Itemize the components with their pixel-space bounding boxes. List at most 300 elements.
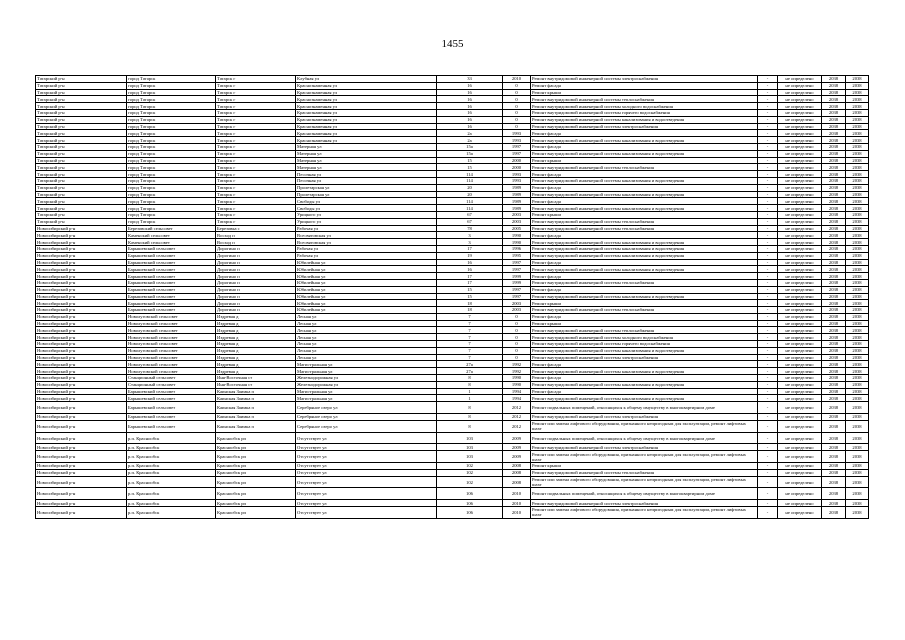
year-start-cell: 2038 xyxy=(822,444,846,451)
district-cell: Новосибирский р-н xyxy=(36,232,127,239)
table-row xyxy=(36,488,869,500)
work-type-cell: Ремонт внутридомовой инженерной системы канализования и водоотведения xyxy=(531,347,758,354)
cost-cell: не определено xyxy=(778,293,822,300)
table-row xyxy=(36,82,869,89)
build-year-cell: 2008 xyxy=(503,463,531,470)
year-end-cell: 2038 xyxy=(846,469,869,476)
table-row xyxy=(36,137,869,144)
district-cell: Новосибирский р-н xyxy=(36,334,127,341)
street-cell: Лесная ул xyxy=(296,313,437,320)
work-type-cell: Ремонт внутридомовой инженерной системы теплоснабжения xyxy=(531,164,758,171)
settlement-cell: Иня-Восточная ст xyxy=(216,381,296,388)
table-row xyxy=(36,327,869,334)
street-cell: Пролетарская ул xyxy=(296,191,437,198)
dash-cell: - xyxy=(758,177,778,184)
dash-cell: - xyxy=(758,354,778,361)
settlement-cell: Дорогино п xyxy=(216,266,296,273)
district-cell: Новосибирский р-н xyxy=(36,463,127,470)
municipality-cell: Новолуговской сельсовет xyxy=(127,361,216,368)
house-number-cell: 102 xyxy=(437,476,503,488)
cost-cell: не определено xyxy=(778,205,822,212)
street-cell: Лесная ул xyxy=(296,347,437,354)
district-cell: Татарский р-н xyxy=(36,116,127,123)
build-year-cell: 2000 xyxy=(503,157,531,164)
dash-cell: - xyxy=(758,500,778,507)
municipality-cell: город Татарск xyxy=(127,177,216,184)
house-number-cell: 2а xyxy=(437,137,503,144)
table-row xyxy=(36,279,869,286)
house-number-cell: 16 xyxy=(437,82,503,89)
work-type-cell: Ремонт крыши xyxy=(531,89,758,96)
build-year-cell: 2010 xyxy=(503,507,531,519)
street-cell: Лесная ул xyxy=(296,341,437,348)
work-type-cell: Ремонт фасада xyxy=(531,143,758,150)
year-end-cell: 2038 xyxy=(846,347,869,354)
work-type-cell: Ремонт фасада xyxy=(531,232,758,239)
district-cell: Новосибирский р-н xyxy=(36,507,127,519)
table-row xyxy=(36,103,869,110)
district-cell: Новосибирский р-н xyxy=(36,354,127,361)
house-number-cell: 15 xyxy=(437,286,503,293)
district-cell: Новосибирский р-н xyxy=(36,341,127,348)
year-end-cell: 2038 xyxy=(846,177,869,184)
municipality-cell: город Татарск xyxy=(127,103,216,110)
municipality-cell: Каменский сельсовет xyxy=(127,232,216,239)
settlement-cell: Краснообск рп xyxy=(216,488,296,500)
street-cell: Краснознаменная ул xyxy=(296,137,437,144)
year-end-cell: 2038 xyxy=(846,463,869,470)
build-year-cell: 1997 xyxy=(503,259,531,266)
house-number-cell: 27а xyxy=(437,361,503,368)
house-number-cell: 16 xyxy=(437,259,503,266)
year-end-cell: 2038 xyxy=(846,286,869,293)
street-cell: Серебряное озеро ул xyxy=(296,402,437,414)
dash-cell: - xyxy=(758,89,778,96)
municipality-cell: Барышевский сельсовет xyxy=(127,279,216,286)
house-number-cell: 8 xyxy=(437,402,503,414)
street-cell: Матерная ул xyxy=(296,157,437,164)
dash-cell: - xyxy=(758,320,778,327)
build-year-cell: 2003 xyxy=(503,218,531,225)
municipality-cell: город Татарск xyxy=(127,130,216,137)
year-end-cell: 2038 xyxy=(846,451,869,463)
settlement-cell: Краснообск рп xyxy=(216,432,296,444)
year-start-cell: 2038 xyxy=(822,225,846,232)
municipality-cell: р.п. Краснообск xyxy=(127,488,216,500)
municipality-cell: город Татарск xyxy=(127,191,216,198)
build-year-cell: 1992 xyxy=(503,368,531,375)
street-cell: Юбилейная ул xyxy=(296,259,437,266)
municipality-cell: Барышевский сельсовет xyxy=(127,402,216,414)
municipality-cell: город Татарск xyxy=(127,157,216,164)
build-year-cell: 1992 xyxy=(503,361,531,368)
house-number-cell: 33 xyxy=(437,76,503,83)
settlement-cell: Татарск г xyxy=(216,211,296,218)
dash-cell: - xyxy=(758,96,778,103)
house-number-cell: 102 xyxy=(437,463,503,470)
build-year-cell: 0 xyxy=(503,103,531,110)
work-type-cell: Ремонт внутридомовой инженерной системы электроснабжения xyxy=(531,500,758,507)
house-number-cell: 114 xyxy=(437,177,503,184)
settlement-cell: Дорогино п xyxy=(216,259,296,266)
year-end-cell: 2038 xyxy=(846,239,869,246)
dash-cell: - xyxy=(758,239,778,246)
house-number-cell: 18 xyxy=(437,300,503,307)
year-end-cell: 2038 xyxy=(846,143,869,150)
cost-cell: не определено xyxy=(778,143,822,150)
municipality-cell: Барышевский сельсовет xyxy=(127,259,216,266)
year-end-cell: 2038 xyxy=(846,420,869,432)
year-start-cell: 2038 xyxy=(822,76,846,83)
work-type-cell: Ремонт внутридомовой инженерной системы электроснабжения xyxy=(531,354,758,361)
cost-cell: не определено xyxy=(778,130,822,137)
year-start-cell: 2038 xyxy=(822,500,846,507)
street-cell: Матерная ул xyxy=(296,150,437,157)
district-cell: Татарский р-н xyxy=(36,150,127,157)
settlement-cell: Издревая д xyxy=(216,320,296,327)
dash-cell: - xyxy=(758,150,778,157)
build-year-cell: 0 xyxy=(503,89,531,96)
street-cell: Магистральная ул xyxy=(296,395,437,402)
dash-cell: - xyxy=(758,137,778,144)
year-start-cell: 2038 xyxy=(822,89,846,96)
house-number-cell: 16 xyxy=(437,123,503,130)
district-cell: Новосибирский р-н xyxy=(36,347,127,354)
house-number-cell: 7 xyxy=(437,327,503,334)
build-year-cell: 1990 xyxy=(503,232,531,239)
build-year-cell: 1994 xyxy=(503,388,531,395)
district-cell: Татарский р-н xyxy=(36,157,127,164)
build-year-cell: 1997 xyxy=(503,143,531,150)
cost-cell: не определено xyxy=(778,347,822,354)
year-end-cell: 2038 xyxy=(846,103,869,110)
dash-cell: - xyxy=(758,130,778,137)
year-start-cell: 2038 xyxy=(822,164,846,171)
municipality-cell: город Татарск xyxy=(127,82,216,89)
table-row xyxy=(36,300,869,307)
settlement-cell: Татарск г xyxy=(216,191,296,198)
work-type-cell: Ремонт внутридомовой инженерной системы канализования и водоотведения xyxy=(531,395,758,402)
year-end-cell: 2038 xyxy=(846,82,869,89)
district-cell: Татарский р-н xyxy=(36,143,127,150)
house-number-cell: 16 xyxy=(437,109,503,116)
work-type-cell: Ремонт или замена лифтового оборудования, признанного непригодным для эксплуатации, ремонт лифтовых шахт xyxy=(531,476,758,488)
year-start-cell: 2038 xyxy=(822,273,846,280)
year-start-cell: 2038 xyxy=(822,143,846,150)
work-type-cell: Ремонт внутридомовой инженерной системы канализования и водоотведения xyxy=(531,245,758,252)
house-number-cell: 8 xyxy=(437,381,503,388)
registry-body xyxy=(36,76,869,519)
year-start-cell: 2038 xyxy=(822,347,846,354)
build-year-cell: 0 xyxy=(503,109,531,116)
build-year-cell: 1993 xyxy=(503,171,531,178)
year-end-cell: 2038 xyxy=(846,279,869,286)
year-end-cell: 2038 xyxy=(846,109,869,116)
table-row xyxy=(36,451,869,463)
work-type-cell: Ремонт фасада xyxy=(531,184,758,191)
cost-cell: не определено xyxy=(778,307,822,314)
street-cell: Отсутствует ул xyxy=(296,451,437,463)
cost-cell: не определено xyxy=(778,89,822,96)
district-cell: Новосибирский р-н xyxy=(36,300,127,307)
street-cell: Магистральная ул xyxy=(296,368,437,375)
dash-cell: - xyxy=(758,313,778,320)
district-cell: Новосибирский р-н xyxy=(36,402,127,414)
street-cell: Лесная ул xyxy=(296,334,437,341)
district-cell: Татарский р-н xyxy=(36,137,127,144)
build-year-cell: 1989 xyxy=(503,205,531,212)
municipality-cell: город Татарск xyxy=(127,137,216,144)
year-end-cell: 2038 xyxy=(846,300,869,307)
municipality-cell: Березовский сельсовет xyxy=(127,225,216,232)
district-cell: Татарский р-н xyxy=(36,130,127,137)
work-type-cell: Ремонт или замена лифтового оборудования, признанного непригодным для эксплуатации, ремонт лифтовых шахт xyxy=(531,507,758,519)
district-cell: Новосибирский р-н xyxy=(36,327,127,334)
dash-cell: - xyxy=(758,184,778,191)
year-end-cell: 2038 xyxy=(846,184,869,191)
work-type-cell: Ремонт подвальных помещений, относящихся к общему имуществу в многоквартирном доме xyxy=(531,432,758,444)
street-cell: Отсутствует ул xyxy=(296,476,437,488)
cost-cell: не определено xyxy=(778,451,822,463)
house-number-cell: 67 xyxy=(437,211,503,218)
settlement-cell: Татарск г xyxy=(216,76,296,83)
district-cell: Новосибирский р-н xyxy=(36,266,127,273)
year-start-cell: 2038 xyxy=(822,381,846,388)
build-year-cell: 2010 xyxy=(503,500,531,507)
cost-cell: не определено xyxy=(778,388,822,395)
street-cell: Отсутствует ул xyxy=(296,500,437,507)
settlement-cell: Дорогино п xyxy=(216,245,296,252)
year-end-cell: 2038 xyxy=(846,293,869,300)
work-type-cell: Ремонт фасада xyxy=(531,171,758,178)
year-start-cell: 2038 xyxy=(822,395,846,402)
table-row xyxy=(36,143,869,150)
table-row xyxy=(36,218,869,225)
dash-cell: - xyxy=(758,341,778,348)
cost-cell: не определено xyxy=(778,252,822,259)
house-number-cell: 103 xyxy=(437,444,503,451)
year-end-cell: 2038 xyxy=(846,96,869,103)
district-cell: Новосибирский р-н xyxy=(36,414,127,421)
year-start-cell: 2038 xyxy=(822,103,846,110)
house-number-cell: 1 xyxy=(437,395,503,402)
cost-cell: не определено xyxy=(778,164,822,171)
street-cell: Рабочая ул xyxy=(296,252,437,259)
cost-cell: не определено xyxy=(778,463,822,470)
district-cell: Новосибирский р-н xyxy=(36,273,127,280)
work-type-cell: Ремонт внутридомовой инженерной системы электроснабжения xyxy=(531,76,758,83)
municipality-cell: город Татарск xyxy=(127,143,216,150)
municipality-cell: Новолуговской сельсовет xyxy=(127,320,216,327)
year-end-cell: 2038 xyxy=(846,307,869,314)
dash-cell: - xyxy=(758,76,778,83)
build-year-cell: 2003 xyxy=(503,211,531,218)
cost-cell: не определено xyxy=(778,488,822,500)
dash-cell: - xyxy=(758,205,778,212)
cost-cell: не определено xyxy=(778,361,822,368)
settlement-cell: Каинская Заимка п xyxy=(216,414,296,421)
year-end-cell: 2038 xyxy=(846,123,869,130)
district-cell: Новосибирский р-н xyxy=(36,444,127,451)
year-start-cell: 2038 xyxy=(822,476,846,488)
municipality-cell: Барышевский сельсовет xyxy=(127,414,216,421)
work-type-cell: Ремонт внутридомовой инженерной системы канализования и водоотведения xyxy=(531,205,758,212)
municipality-cell: Барышевский сельсовет xyxy=(127,266,216,273)
municipality-cell: город Татарск xyxy=(127,171,216,178)
work-type-cell: Ремонт внутридомовой инженерной системы канализования и водоотведения xyxy=(531,381,758,388)
cost-cell: не определено xyxy=(778,300,822,307)
work-type-cell: Ремонт внутридомовой инженерной системы канализования и водоотведения xyxy=(531,252,758,259)
table-row xyxy=(36,252,869,259)
dash-cell: - xyxy=(758,300,778,307)
district-cell: Новосибирский р-н xyxy=(36,500,127,507)
municipality-cell: город Татарск xyxy=(127,205,216,212)
house-number-cell: 3 xyxy=(437,239,503,246)
year-start-cell: 2038 xyxy=(822,205,846,212)
district-cell: Новосибирский р-н xyxy=(36,252,127,259)
house-number-cell: 114 xyxy=(437,198,503,205)
work-type-cell: Ремонт внутридомовой инженерной системы теплоснабжения xyxy=(531,307,758,314)
district-cell: Татарский р-н xyxy=(36,211,127,218)
municipality-cell: Барышевский сельсовет xyxy=(127,388,216,395)
district-cell: Новосибирский р-н xyxy=(36,279,127,286)
work-type-cell: Ремонт внутридомовой инженерной системы теплоснабжения xyxy=(531,218,758,225)
cost-cell: не определено xyxy=(778,225,822,232)
street-cell: Юбилейная ул xyxy=(296,273,437,280)
settlement-cell: Татарск г xyxy=(216,89,296,96)
dash-cell: - xyxy=(758,164,778,171)
cost-cell: не определено xyxy=(778,266,822,273)
year-end-cell: 2038 xyxy=(846,157,869,164)
house-number-cell: 8 xyxy=(437,375,503,382)
table-row xyxy=(36,500,869,507)
build-year-cell: 1999 xyxy=(503,279,531,286)
settlement-cell: Татарск г xyxy=(216,130,296,137)
year-end-cell: 2038 xyxy=(846,211,869,218)
year-end-cell: 2038 xyxy=(846,259,869,266)
year-end-cell: 2038 xyxy=(846,476,869,488)
table-row xyxy=(36,232,869,239)
table-row xyxy=(36,273,869,280)
district-cell: Новосибирский р-н xyxy=(36,388,127,395)
house-number-cell: 15 xyxy=(437,293,503,300)
cost-cell: не определено xyxy=(778,375,822,382)
table-row xyxy=(36,341,869,348)
cost-cell: не определено xyxy=(778,191,822,198)
house-number-cell: 19 xyxy=(437,252,503,259)
district-cell: Новосибирский р-н xyxy=(36,225,127,232)
year-start-cell: 2038 xyxy=(822,300,846,307)
street-cell: Урицкого ул xyxy=(296,218,437,225)
dash-cell: - xyxy=(758,211,778,218)
district-cell: Татарский р-н xyxy=(36,205,127,212)
year-start-cell: 2038 xyxy=(822,171,846,178)
cost-cell: не определено xyxy=(778,177,822,184)
table-row xyxy=(36,507,869,519)
municipality-cell: город Татарск xyxy=(127,89,216,96)
house-number-cell: 2а xyxy=(437,130,503,137)
cost-cell: не определено xyxy=(778,469,822,476)
year-end-cell: 2038 xyxy=(846,320,869,327)
work-type-cell: Ремонт крыши xyxy=(531,211,758,218)
cost-cell: не определено xyxy=(778,211,822,218)
municipality-cell: р.п. Краснообск xyxy=(127,507,216,519)
settlement-cell: Краснообск рп xyxy=(216,463,296,470)
work-type-cell: Ремонт внутридомовой инженерной системы канализования и водоотведения xyxy=(531,191,758,198)
year-start-cell: 2038 xyxy=(822,266,846,273)
cost-cell: не определено xyxy=(778,320,822,327)
settlement-cell: Издревая д xyxy=(216,313,296,320)
house-number-cell: 16 xyxy=(437,103,503,110)
dash-cell: - xyxy=(758,347,778,354)
year-end-cell: 2038 xyxy=(846,368,869,375)
settlement-cell: Татарск г xyxy=(216,218,296,225)
house-number-cell: 16 xyxy=(437,89,503,96)
work-type-cell: Ремонт фасада xyxy=(531,313,758,320)
cost-cell: не определено xyxy=(778,395,822,402)
dash-cell: - xyxy=(758,245,778,252)
year-start-cell: 2038 xyxy=(822,245,846,252)
cost-cell: не определено xyxy=(778,157,822,164)
cost-cell: не определено xyxy=(778,279,822,286)
street-cell: Краснознаменная ул xyxy=(296,82,437,89)
dash-cell: - xyxy=(758,307,778,314)
table-row xyxy=(36,96,869,103)
work-type-cell: Ремонт внутридомовой инженерной системы канализования и водоотведения xyxy=(531,239,758,246)
table-row xyxy=(36,116,869,123)
year-start-cell: 2038 xyxy=(822,432,846,444)
settlement-cell: Дорогино п xyxy=(216,273,296,280)
cost-cell: не определено xyxy=(778,103,822,110)
street-cell: Юбилейная ул xyxy=(296,300,437,307)
street-cell: Урицкого ул xyxy=(296,211,437,218)
street-cell: Отсутствует ул xyxy=(296,463,437,470)
dash-cell: - xyxy=(758,388,778,395)
settlement-cell: Татарск г xyxy=(216,96,296,103)
work-type-cell: Ремонт внутридомовой инженерной системы электроснабжения xyxy=(531,123,758,130)
build-year-cell: 1996 xyxy=(503,245,531,252)
house-number-cell: 7 xyxy=(437,334,503,341)
house-number-cell: 7 xyxy=(437,341,503,348)
cost-cell: не определено xyxy=(778,402,822,414)
settlement-cell: Краснообск рп xyxy=(216,507,296,519)
district-cell: Новосибирский р-н xyxy=(36,361,127,368)
year-start-cell: 2038 xyxy=(822,279,846,286)
municipality-cell: р.п. Краснообск xyxy=(127,432,216,444)
settlement-cell: Татарск г xyxy=(216,82,296,89)
table-row xyxy=(36,130,869,137)
settlement-cell: Краснообск рп xyxy=(216,500,296,507)
house-number-cell: 3 xyxy=(437,232,503,239)
table-row xyxy=(36,76,869,83)
settlement-cell: Татарск г xyxy=(216,171,296,178)
dash-cell: - xyxy=(758,395,778,402)
year-end-cell: 2038 xyxy=(846,341,869,348)
build-year-cell: 1990 xyxy=(503,381,531,388)
cost-cell: не определено xyxy=(778,444,822,451)
year-start-cell: 2038 xyxy=(822,211,846,218)
work-type-cell: Ремонт крыши xyxy=(531,157,758,164)
build-year-cell: 0 xyxy=(503,327,531,334)
municipality-cell: р.п. Краснообск xyxy=(127,476,216,488)
cost-cell: не определено xyxy=(778,232,822,239)
table-row xyxy=(36,444,869,451)
settlement-cell: Краснообск рп xyxy=(216,469,296,476)
dash-cell: - xyxy=(758,259,778,266)
work-type-cell: Ремонт фасада xyxy=(531,361,758,368)
year-end-cell: 2038 xyxy=(846,76,869,83)
street-cell: Магистральная ул xyxy=(296,361,437,368)
